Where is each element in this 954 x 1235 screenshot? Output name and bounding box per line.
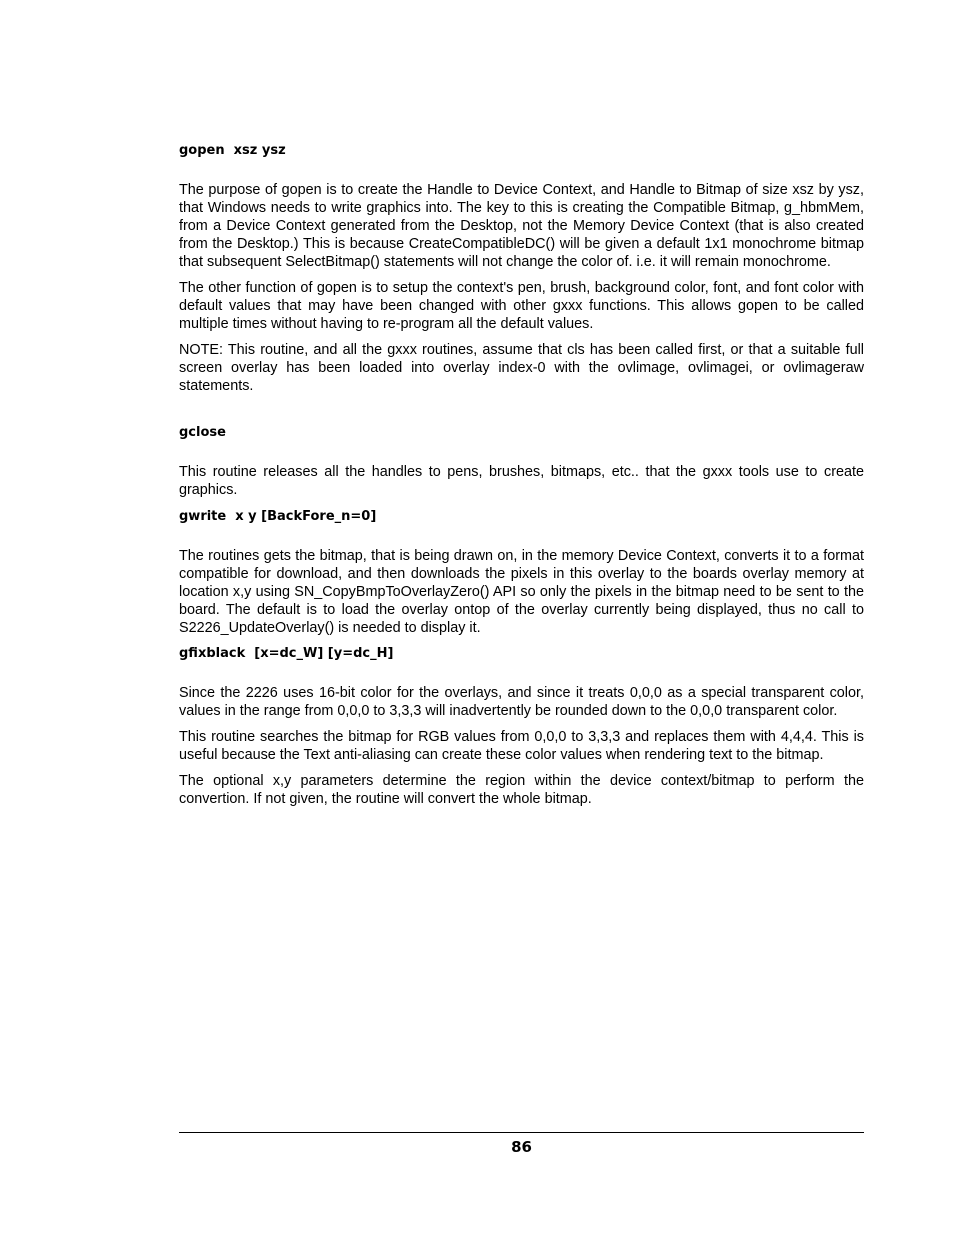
document-page bbox=[179, 0, 864, 1235]
paragraph: The other function of gopen is to setup the context's pen, brush, background color, font, and font color with default values that may have been changed with other gxxx functions. This allows gopen to be called multiple times without having to re-program all the default values. bbox=[179, 280, 864, 332]
page-number: 86 bbox=[511, 1138, 532, 1156]
paragraph: The routines gets the bitmap, that is being drawn on, in the memory Device Context, converts it to a format compatible for download, and then downloads the pixels in this overlay to the boards overlay memory at location x,y using SN_CopyBmpToOverlayZero() API so only the pixels in the bitmap need to be sent to the board. The default is to load the overlay ontop of the overlay currently being displayed, thus no call to S2226_UpdateOverlay() is needed to display it. bbox=[179, 548, 864, 636]
paragraph: This routine releases all the handles to pens, brushes, bitmaps, etc.. that the gxxx tools use to create graphics. bbox=[179, 464, 864, 498]
paragraph: Since the 2226 uses 16-bit color for the overlays, and since it treats 0,0,0 as a special transparent color, values in the range from 0,0,0 to 3,3,3 will inadvertently be rounded down to the 0,0,0 transparent color. bbox=[179, 685, 864, 719]
section-heading: gclose bbox=[179, 425, 226, 440]
section-gclose bbox=[179, 425, 864, 507]
section-gwrite bbox=[179, 509, 864, 645]
section-heading: gwrite x y [BackFore_n=0] bbox=[179, 509, 377, 524]
paragraph: This routine searches the bitmap for RGB values from 0,0,0 to 3,3,3 and replaces them with 4,4,4. This is useful because the Text anti-aliasing can create these color values when rendering text to the bitmap. bbox=[179, 729, 864, 763]
section-gopen bbox=[179, 143, 864, 403]
paragraph: NOTE: This routine, and all the gxxx routines, assume that cls has been called first, or that a suitable full screen overlay has been loaded into overlay index-0 with the ovlimage, ovlimagei, or ovlimageraw statements. bbox=[179, 342, 864, 394]
section-gfixblack bbox=[179, 646, 864, 816]
paragraph: The purpose of gopen is to create the Handle to Device Context, and Handle to Bitmap of size xsz by ysz, that Windows needs to write graphics into. The key to this is creating the Compatible Bitmap, g_hbmMem, from a Device Context generated from the Desktop, not the Memory Device Context (that is also created from the Desktop.) This is because CreateCompatibleDC() will be given a default 1x1 monochrome bitmap that subsequent SelectBitmap() statements will not change the color of. i.e. it will remain monochrome. bbox=[179, 182, 864, 270]
section-heading: gfixblack [x=dc_W] [y=dc_H] bbox=[179, 646, 394, 661]
footer-divider bbox=[179, 1132, 864, 1133]
section-heading: gopen xsz ysz bbox=[179, 143, 286, 158]
paragraph: The optional x,y parameters determine the region within the device context/bitmap to perform the convertion. If not given, the routine will convert the whole bitmap. bbox=[179, 773, 864, 807]
